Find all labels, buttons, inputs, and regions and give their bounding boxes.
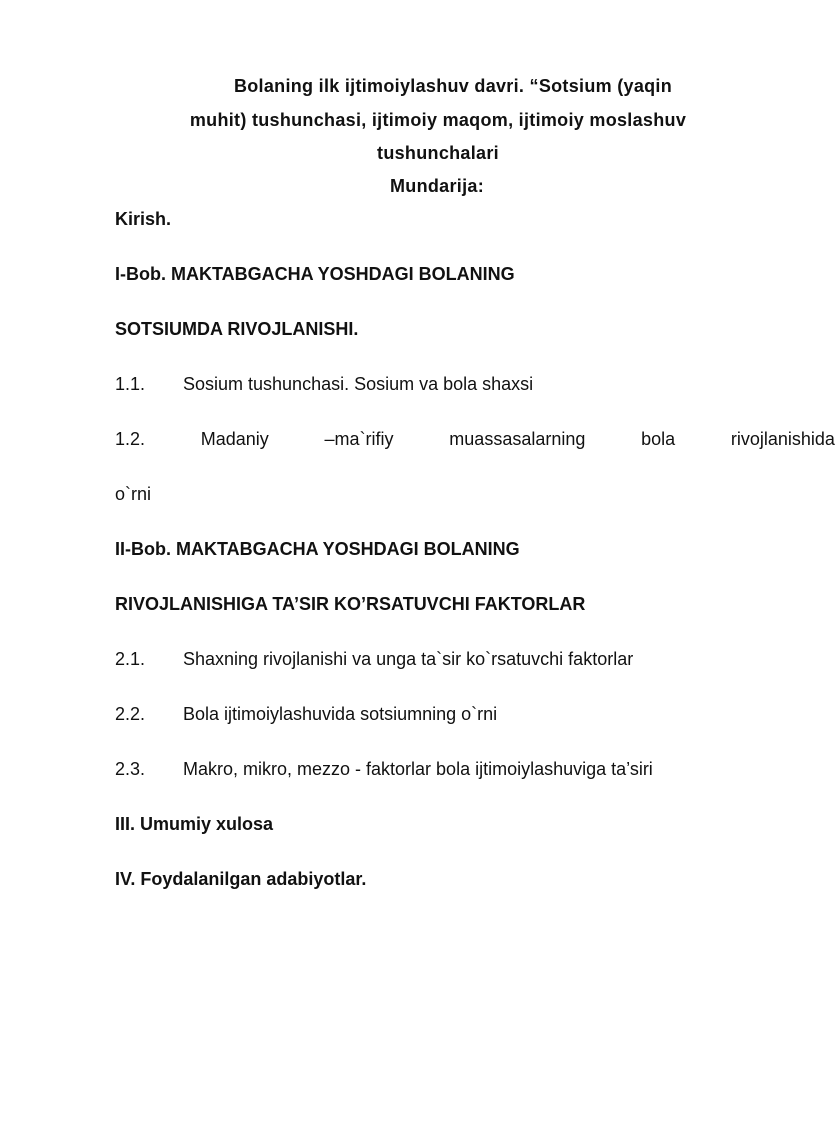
title-line-1: Bolaning ilk ijtimoiylashuv davri. “Sotsium (yaqin — [233, 76, 673, 96]
section-number: 1.2. — [115, 429, 146, 449]
section-title-word: muassasalarning — [449, 429, 586, 449]
toc-heading: Mundarija: — [390, 176, 485, 196]
toc-section-1-1 — [115, 374, 533, 395]
toc-chapter-1-line-2: SOTSIUMDA RIVOJLANISHI. — [115, 319, 359, 339]
toc-chapter-4: IV. Foydalanilgan adabiyotlar. — [115, 869, 367, 889]
section-title-word: –ma`rifiy — [324, 429, 394, 449]
section-number: 2.2. — [115, 704, 146, 724]
toc-chapter-1-line-1: I-Bob. MAKTABGACHA YOSHDAGI BOLANING — [115, 264, 515, 284]
toc-section-1-2-continuation: o`rni — [115, 484, 152, 504]
title-line-3: tushunchalari — [377, 143, 499, 163]
toc-section-1-2 — [115, 429, 835, 450]
title-line-2: muhit) tushunchasi, ijtimoiy maqom, ijtimoiy moslashuv — [189, 110, 687, 130]
toc-section-2-1 — [115, 649, 633, 670]
section-title-word: rivojlanishida — [730, 429, 835, 449]
section-number: 2.1. — [115, 649, 146, 669]
section-title: Sosium tushunchasi. Sosium va bola shaxsi — [183, 374, 534, 394]
section-number: 2.3. — [115, 759, 146, 779]
toc-chapter-2-line-2: RIVOJLANISHIGA TA’SIR KO’RSATUVCHI FAKTORLAR — [115, 594, 586, 614]
section-title-word: bola — [641, 429, 676, 449]
section-title: Makro, mikro, mezzo - faktorlar bola ijtimoiylashuviga ta’siri — [183, 759, 653, 779]
toc-intro: Kirish. — [115, 209, 172, 229]
toc-section-2-3 — [115, 759, 653, 780]
toc-section-2-2 — [115, 704, 497, 725]
toc-chapter-2-line-1: II-Bob. MAKTABGACHA YOSHDAGI BOLANING — [115, 539, 520, 559]
toc-chapter-3: III. Umumiy xulosa — [115, 814, 274, 834]
section-title: Bola ijtimoiylashuvida sotsiumning o`rni — [183, 704, 498, 724]
section-title: Shaxning rivojlanishi va unga ta`sir ko`rsatuvchi faktorlar — [183, 649, 634, 669]
section-title-word: Madaniy — [200, 429, 269, 449]
section-number: 1.1. — [115, 374, 146, 394]
